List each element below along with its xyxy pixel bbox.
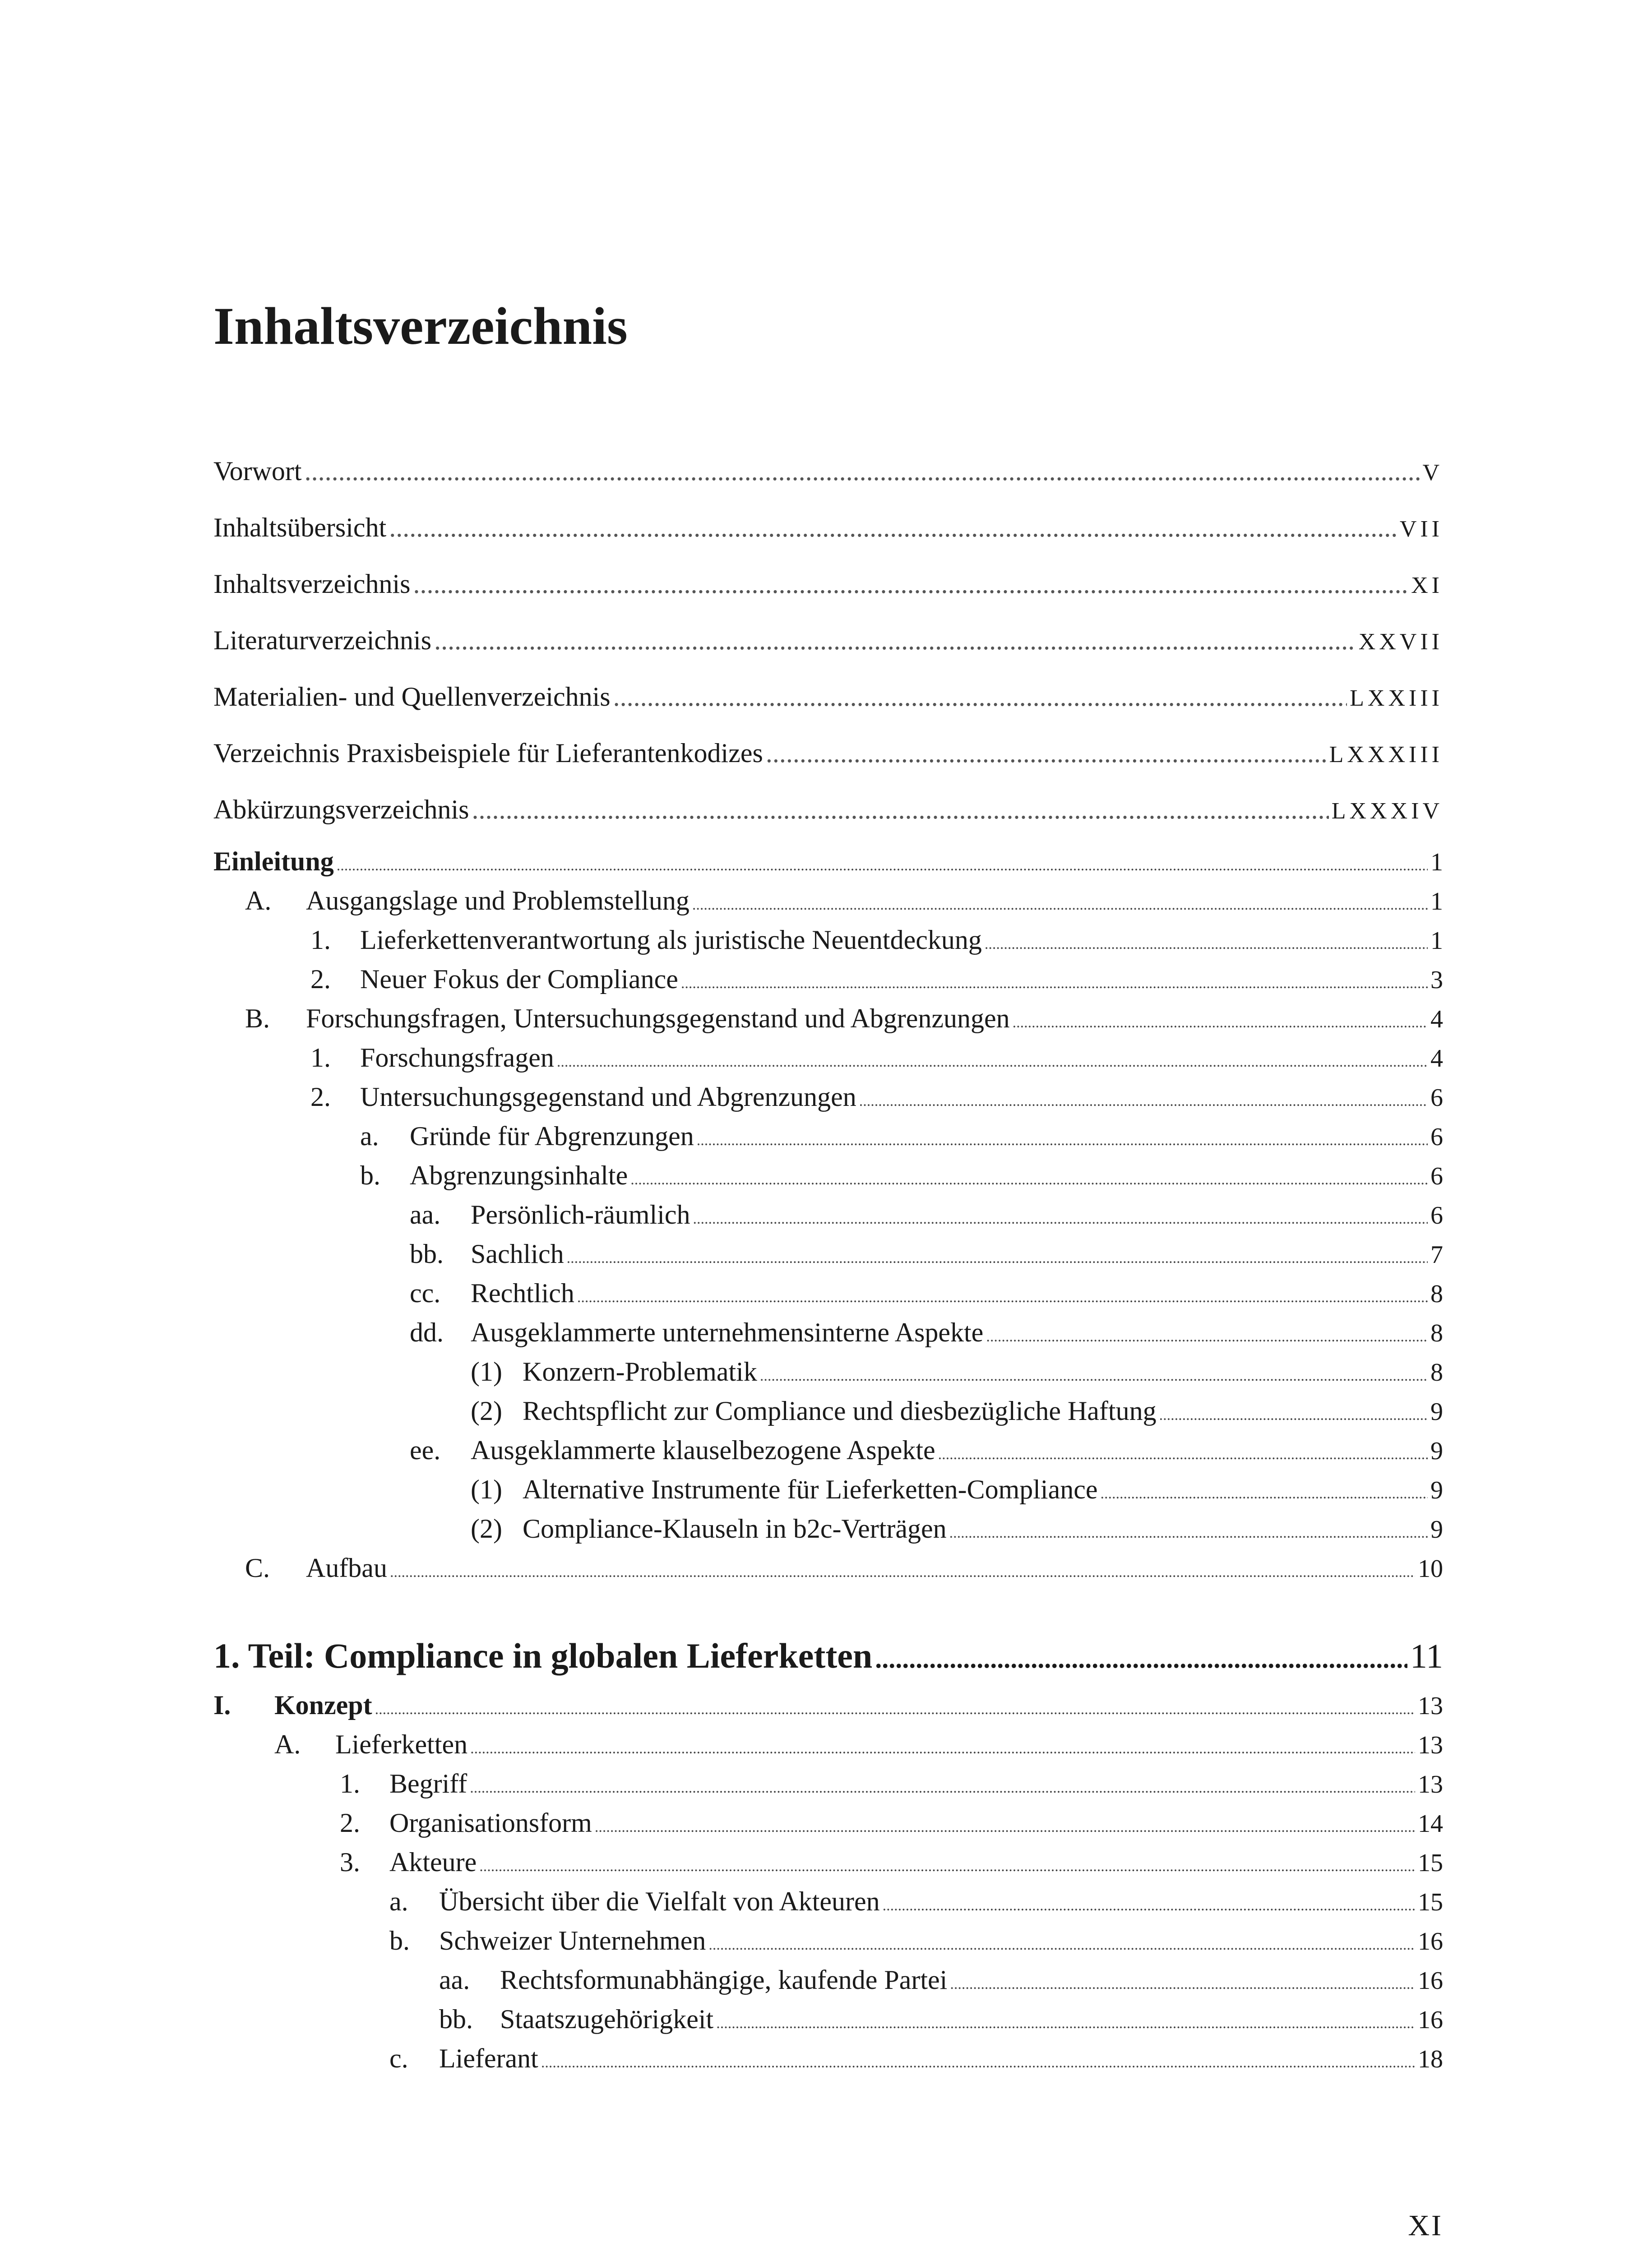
dot-leader [630, 1171, 1428, 1188]
toc-entry[interactable] [410, 1239, 1443, 1270]
toc-number: ee. [410, 1435, 441, 1465]
toc-entry[interactable] [360, 1121, 1443, 1152]
toc-entry[interactable] [245, 885, 1443, 916]
toc-entry[interactable] [471, 1356, 1443, 1387]
toc-label: Neuer Fokus der Compliance [360, 964, 678, 994]
toc-label: Rechtsformunabhängige, kaufende Partei [500, 1965, 948, 1995]
toc-label: Alternative Instrumente für Lieferketten-Compliance [523, 1475, 1098, 1504]
toc-label: Rechtlich [471, 1278, 574, 1308]
toc-label: Sachlich [471, 1239, 564, 1269]
toc-entry-praxisbeispiele[interactable] [213, 738, 1443, 769]
toc-entry-inhaltsuebersicht[interactable] [213, 512, 1443, 543]
toc-page: 4 [1430, 1045, 1443, 1073]
toc-page: 1 [1430, 848, 1443, 876]
toc-page: 7 [1430, 1241, 1443, 1269]
toc-label: Staatszugehörigkeit [500, 2004, 714, 2034]
dot-leader [479, 1858, 1415, 1875]
dot-leader [875, 1643, 1407, 1674]
toc-label: Inhaltsverzeichnis [213, 569, 411, 599]
toc-number: aa. [410, 1200, 441, 1230]
dot-leader [949, 1525, 1428, 1542]
toc-number: (1) [471, 1357, 502, 1387]
toc-page: 6 [1430, 1162, 1443, 1190]
toc-number: 2. [310, 964, 331, 994]
toc-number: (1) [471, 1475, 502, 1504]
toc-number: C. [245, 1553, 270, 1583]
toc-page: 15 [1418, 1849, 1443, 1877]
toc-page: 18 [1418, 2045, 1443, 2073]
toc-number: aa. [439, 1965, 470, 1995]
toc-page: 16 [1418, 1967, 1443, 1995]
toc-label: Konzept [274, 1690, 372, 1720]
toc-number: I. [213, 1690, 231, 1720]
toc-number: (2) [471, 1396, 502, 1426]
toc-page: 1 [1430, 888, 1443, 915]
dot-leader [938, 1446, 1428, 1463]
toc-page: 6 [1430, 1084, 1443, 1112]
page-title: Inhaltsverzeichnis [213, 296, 628, 356]
dot-leader [716, 2015, 1415, 2032]
toc-page: LXXXIV [1331, 798, 1443, 824]
toc-entry[interactable] [410, 1317, 1443, 1348]
toc-entry[interactable] [410, 1435, 1443, 1466]
dot-leader [577, 1289, 1428, 1306]
dot-leader [708, 1937, 1415, 1954]
toc-label: Vorwort [213, 456, 302, 486]
toc-label: Inhaltsübersicht [213, 513, 387, 542]
toc-entry[interactable] [389, 1886, 1443, 1917]
toc-label: Schweizer Unternehmen [439, 1926, 706, 1956]
toc-page: 13 [1418, 1731, 1443, 1759]
toc-label: Akteure [389, 1847, 477, 1877]
dot-leader [950, 1976, 1415, 1993]
dot-leader [434, 625, 1356, 656]
toc-label: Abkürzungsverzeichnis [213, 795, 469, 824]
toc-page: 9 [1430, 1437, 1443, 1465]
toc-number: 1. [310, 1043, 331, 1073]
dot-leader [613, 681, 1347, 712]
toc-number: A. [274, 1729, 301, 1759]
toc-label: Gründe für Abgrenzungen [410, 1121, 694, 1151]
toc-label: Organisationsform [389, 1808, 592, 1838]
dot-leader [760, 1368, 1428, 1385]
toc-entry[interactable] [360, 1160, 1443, 1191]
toc-entry[interactable] [340, 1768, 1443, 1799]
toc-entry-abkuerzungen[interactable] [213, 794, 1443, 825]
toc-number: bb. [439, 2004, 473, 2034]
toc-number: bb. [410, 1239, 444, 1269]
toc-entry[interactable] [410, 1199, 1443, 1230]
toc-label: 1. Teil: Compliance in globalen Lieferketten [213, 1636, 873, 1675]
toc-entry[interactable] [340, 1847, 1443, 1878]
toc-number: a. [360, 1121, 379, 1151]
toc-entry[interactable] [310, 1082, 1443, 1113]
toc-number: 2. [310, 1082, 331, 1112]
toc-page: XXVII [1358, 629, 1443, 655]
toc-label: Einleitung [213, 846, 334, 876]
toc-entry[interactable] [310, 1042, 1443, 1073]
toc-entry[interactable] [471, 1474, 1443, 1505]
toc-number: B. [245, 1003, 270, 1033]
toc-label: Lieferketten [335, 1729, 468, 1759]
toc-label: Forschungsfragen [360, 1043, 554, 1073]
toc-page: 11 [1410, 1637, 1443, 1675]
toc-page: 15 [1418, 1888, 1443, 1916]
toc-page: LXXIII [1350, 685, 1443, 711]
toc-page: 16 [1418, 2006, 1443, 2034]
page-number: XI [1408, 2209, 1443, 2242]
toc-page: 10 [1418, 1555, 1443, 1583]
toc-page: 14 [1418, 1810, 1443, 1838]
toc-entry[interactable] [439, 2004, 1443, 2035]
dot-leader [470, 1780, 1415, 1797]
toc-entry[interactable] [245, 1553, 1443, 1584]
toc-number: 2. [340, 1808, 360, 1838]
toc-entry[interactable] [245, 1003, 1443, 1034]
toc-number: 3. [340, 1847, 360, 1877]
toc-label: Literaturverzeichnis [213, 625, 432, 655]
toc-label: Konzern-Problematik [523, 1357, 757, 1387]
toc-entry[interactable] [340, 1808, 1443, 1839]
toc-entry[interactable] [274, 1729, 1443, 1760]
toc-page: 1 [1430, 927, 1443, 955]
dot-leader [567, 1250, 1428, 1267]
toc-page: 8 [1430, 1359, 1443, 1387]
dot-leader [1159, 1407, 1428, 1424]
dot-leader [692, 897, 1428, 914]
dot-leader [337, 857, 1428, 874]
toc-number: b. [389, 1926, 410, 1956]
dot-leader [766, 738, 1327, 769]
toc-entry[interactable] [410, 1278, 1443, 1309]
toc-number: b. [360, 1160, 380, 1190]
toc-page: 13 [1418, 1692, 1443, 1720]
dot-leader [1100, 1485, 1428, 1502]
toc-page: 9 [1430, 1398, 1443, 1426]
toc-page: XI [1411, 573, 1443, 598]
toc-label: Compliance-Klauseln in b2c-Verträgen [523, 1514, 947, 1544]
dot-leader [305, 456, 1420, 487]
toc-number: a. [389, 1886, 408, 1916]
toc-page: 9 [1430, 1516, 1443, 1544]
toc-page: V [1422, 460, 1443, 485]
toc-entry[interactable] [213, 1690, 1443, 1721]
toc-number: cc. [410, 1278, 441, 1308]
toc-part-heading[interactable] [213, 1636, 1443, 1676]
toc-label: Begriff [389, 1769, 467, 1798]
toc-number: dd. [410, 1318, 444, 1347]
toc-label: Forschungsfragen, Untersuchungsgegenstand und Abgrenzungen [306, 1003, 1010, 1033]
toc-label: Ausgeklammerte klauselbezogene Aspekte [471, 1435, 935, 1465]
toc-entry[interactable] [213, 846, 1443, 877]
toc-page: 9 [1430, 1476, 1443, 1504]
toc-number: c. [389, 2043, 408, 2073]
toc-entry-inhaltsverzeichnis[interactable] [213, 569, 1443, 600]
toc-number: A. [245, 886, 272, 915]
toc-label: Lieferant [439, 2043, 538, 2073]
toc-page: 6 [1430, 1123, 1443, 1151]
toc-label: Verzeichnis Praxisbeispiele für Lieferantenkodizes [213, 738, 763, 768]
toc-entry[interactable] [389, 2043, 1443, 2074]
toc-page: 13 [1418, 1771, 1443, 1798]
dot-leader [883, 1897, 1415, 1914]
toc-entry[interactable] [471, 1396, 1443, 1427]
toc-entry[interactable] [310, 925, 1443, 956]
toc-page: 6 [1430, 1202, 1443, 1230]
dot-leader [557, 1054, 1428, 1071]
toc-entry-vorwort[interactable] [213, 456, 1443, 487]
toc-label: Ausgangslage und Problemstellung [306, 886, 689, 915]
toc-page: 3 [1430, 966, 1443, 994]
toc-page: 4 [1430, 1005, 1443, 1033]
dot-leader [472, 794, 1328, 825]
dot-leader [413, 569, 1409, 600]
toc-entry-materialien[interactable] [213, 681, 1443, 712]
dot-leader [681, 975, 1428, 992]
dot-leader [595, 1819, 1415, 1836]
toc-label: Materialien- und Quellenverzeichnis [213, 682, 611, 712]
toc-number: 1. [340, 1769, 360, 1798]
toc-page: VII [1399, 516, 1443, 542]
toc-entry[interactable] [471, 1513, 1443, 1544]
dot-leader [986, 1328, 1428, 1345]
toc-entry-literaturverzeichnis[interactable] [213, 625, 1443, 656]
toc-label: Rechtspflicht zur Compliance und diesbezügliche Haftung [523, 1396, 1157, 1426]
toc-label: Aufbau [306, 1553, 387, 1583]
dot-leader [389, 512, 1397, 543]
toc-entry[interactable] [439, 1965, 1443, 1996]
toc-number: (2) [471, 1514, 502, 1544]
toc-label: Ausgeklammerte unternehmensinterne Aspekte [471, 1318, 984, 1347]
toc-label: Persönlich-räumlich [471, 1200, 690, 1230]
dot-leader [541, 2054, 1415, 2071]
dot-leader [470, 1740, 1415, 1757]
dot-leader [985, 936, 1428, 953]
toc-page: 8 [1430, 1319, 1443, 1347]
toc-entry[interactable] [310, 964, 1443, 995]
dot-leader [693, 1211, 1428, 1228]
dot-leader [1013, 1014, 1428, 1031]
toc-label: Lieferkettenverantwortung als juristische Neuentdeckung [360, 925, 982, 955]
toc-page: LXXXIII [1329, 742, 1443, 767]
toc-label: Untersuchungsgegenstand und Abgrenzungen [360, 1082, 856, 1112]
toc-page: 16 [1418, 1928, 1443, 1956]
toc-number: 1. [310, 925, 331, 955]
toc-label: Übersicht über die Vielfalt von Akteuren [439, 1886, 880, 1916]
dot-leader [375, 1701, 1415, 1718]
toc-label: Abgrenzungsinhalte [410, 1160, 628, 1190]
dot-leader [390, 1564, 1415, 1581]
toc-page: 8 [1430, 1280, 1443, 1308]
dot-leader [697, 1132, 1428, 1149]
dot-leader [859, 1093, 1428, 1110]
toc-entry[interactable] [389, 1925, 1443, 1956]
